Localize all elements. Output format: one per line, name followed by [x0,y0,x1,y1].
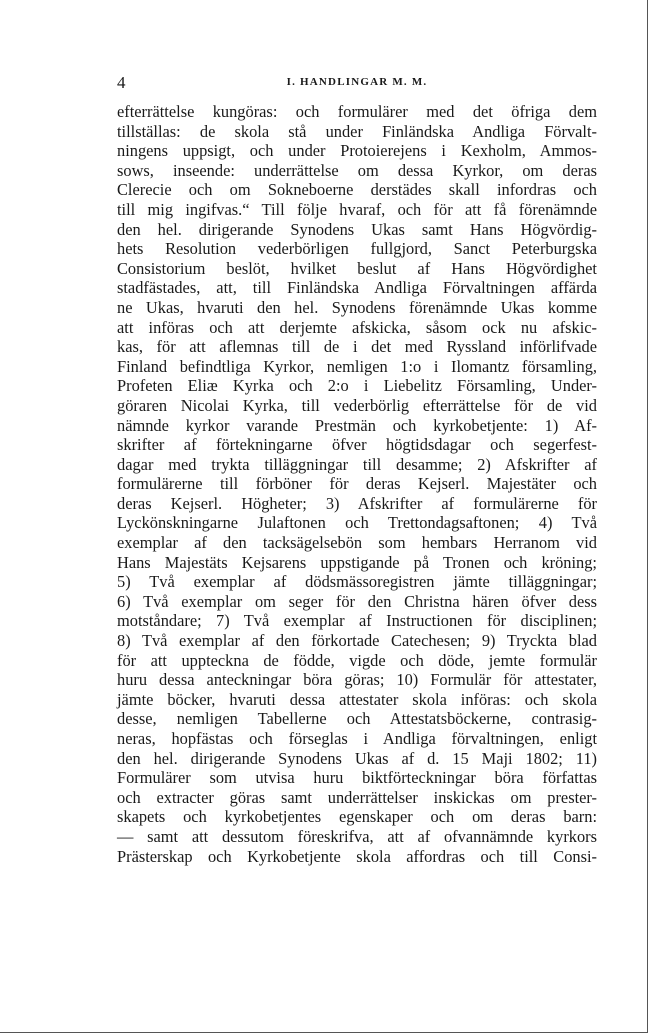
text-line: jämte böcker, hvaruti dessa attestater skola införas: och skola [117,689,597,709]
text-line: skrifter af förtekningarne öfver högtidsdagar och segerfest- [117,435,597,455]
text-line: till mig ingifvas.“ Till följe hvaraf, och för att få förenämnde [117,199,597,219]
text-line: göraren Nicolai Kyrka, till vederbörlig efterrättelse för de vid [117,395,597,415]
text-line: nämnde kyrkor varande Prestmän och kyrkobetjente: 1) Af- [117,415,597,435]
text-line: dagar med trykta tilläggningar till desamme; 2) Afskrifter af [117,454,597,474]
text-line: Formulärer som utvisa huru biktförteckningar böra författas [117,768,597,788]
text-line: motståndare; 7) Två exemplar af Instructionen för disciplinen; [117,611,597,631]
text-line: för att uppteckna de födde, vigde och döde, jemte formulär [117,650,597,670]
text-line: stadfästades, att, till Finländska Andliga Förvaltningen affärda [117,278,597,298]
text-line: Clerecie och om Sokneboerne derstädes skall infordras och [117,180,597,200]
text-line: den hel. dirigerande Synodens Ukas samt Hans Högvördig- [117,219,597,239]
text-line: desse, nemligen Tabellerne och Attestatsböckerne, contrasig- [117,709,597,729]
text-line: kas, för att aflemnas till de i det med Ryssland införlifvade [117,337,597,357]
text-line: formulärerne till förböner för deras Kejserl. Majestäter och [117,474,597,494]
text-line: deras Kejserl. Högheter; 3) Afskrifter af formulärerne för [117,493,597,513]
text-line: efterrättelse kungöras: och formulärer med det öfriga dem [117,102,597,121]
text-line: ningens uppsigt, och under Protoierejens i Kexholm, Ammos- [117,141,597,161]
text-line: exemplar af den tacksägelsebön som hembars Herranom vid [117,533,597,553]
text-line: 6) Två exemplar om seger för den Christna hären öfver dess [117,591,597,611]
running-head [117,73,597,93]
text-line: att införas och att derjemte afskicka, såsom ock nu afskic- [117,317,597,337]
text-line: sows, inseende: underrättelse om dessa Kyrkor, om deras [117,160,597,180]
text-line: huru dessa anteckningar böra göras; 10) Formulär för attestater, [117,670,597,690]
text-line: Profeten Eliæ Kyrka och 2:o i Liebelitz Församling, Under- [117,376,597,396]
text-line: Finland befindtliga Kyrkor, nemligen 1:o i Ilomantz församling, [117,356,597,376]
text-line: Prästerskap och Kyrkobetjente skola affordras och till Consi- [117,846,597,866]
text-line: den hel. dirigerande Synodens Ukas af d. 15 Maji 1802; 11) [117,748,597,768]
text-line: tillställas: de skola stå under Finländska Andliga Förvalt- [117,121,597,141]
text-line: hets Resolution vederbörligen fullgjord, Sanct Peterburgska [117,239,597,259]
header-title: I. HANDLINGAR M. M. [286,76,428,88]
text-line: 8) Två exemplar af den förkortade Catechesen; 9) Tryckta blad [117,631,597,651]
text-line: och extracter göras samt underrättelser inskickas om prester- [117,787,597,807]
page-number: 4 [117,73,126,92]
text-line: Hans Majestäts Kejsarens uppstigande på Tronen och kröning; [117,552,597,572]
text-line: — samt att dessutom föreskrifva, att af ofvannämnde kyrkors [117,826,597,846]
text-line: 5) Två exemplar af dödsmässoregistren jämte tilläggningar; [117,572,597,592]
body-text [117,102,597,866]
text-line: Lyckönskningarne Julaftonen och Trettondagsaftonen; 4) Två [117,513,597,533]
text-line: Consistorium beslöt, hvilket beslut af Hans Högvördighet [117,258,597,278]
text-line: ne Ukas, hvaruti den hel. Synodens förenämnde Ukas komme [117,297,597,317]
text-line: skapets och kyrkobetjentes egenskaper och om deras barn: [117,807,597,827]
text-line: neras, hopfästas och förseglas i Andliga förvaltningen, enligt [117,729,597,748]
